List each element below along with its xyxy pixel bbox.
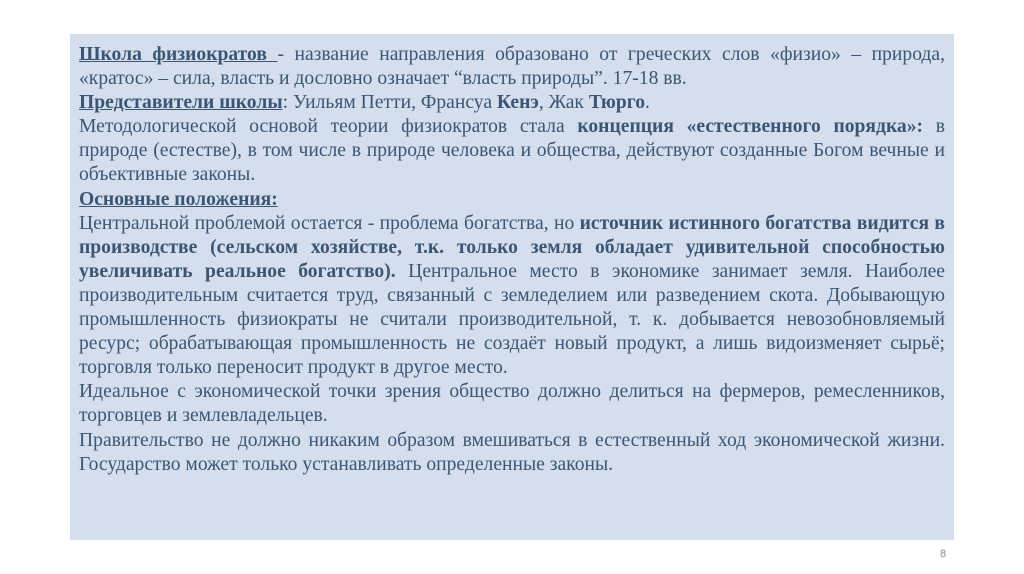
name-turgot: Тюрго: [588, 92, 645, 114]
methodology-text-a: Методологической основой теории физиократов стала: [79, 116, 578, 138]
intro-paragraph: [79, 43, 945, 91]
slide-text: [79, 43, 945, 477]
slide-content-box: [70, 34, 954, 540]
p1-text-b: Центральное место в экономике занимает земля. Наиболее производительным считается труд, связанный с земледелием или разведением скота. Добывающую промышленность физиократы не считали производительной, т. к. добывается невозобновляемый ресурс; обрабатывающая промышленность не создаёт новый продукт, а лишь видоизменяет сырьё; торговля только переносит продукт в другое место.: [79, 260, 945, 379]
representatives-paragraph: [79, 91, 945, 115]
methodology-paragraph: [79, 115, 945, 187]
p1-bold: источник истинного богатства видится в производстве (сельском хозяйстве, т.к. только земля обладает удивительной способностью увеличивать реальное богатство).: [79, 212, 945, 282]
intro-text: - название направления образовано от греческих слов «физио» – природа, «кратос» – сила, власть и дословно означает “власть природы”. 17-18 вв.: [79, 44, 945, 90]
natural-order-concept: концепция «естественного порядка»:: [577, 116, 924, 138]
main-points-paragraph-2: Идеальное с экономической точки зрения общество должно делиться на фермеров, ремесленников, торговцев и землевладельцев.: [79, 381, 945, 427]
main-points-paragraph-3: Правительство не должно никаким образом вмешиваться в естественный ход экономической жизни. Государство может только устанавливать определенные законы.: [79, 429, 945, 475]
p1-text-a: Центральной проблемой остается - проблема богатства, но: [79, 212, 580, 234]
school-term: Школа физиократов: [79, 44, 278, 65]
slide-number: 8: [940, 548, 947, 560]
main-points-paragraph-1: [79, 212, 945, 381]
representatives-text-a: : Уильям Петти, Франсуа: [282, 92, 497, 114]
representatives-text-c: .: [645, 92, 650, 114]
representatives-text-b: , Жак: [538, 92, 589, 114]
representatives-label: Представители школы: [79, 92, 283, 114]
methodology-text-b: в природе (естестве), в том числе в природе человека и общества, действуют созданные Богом вечные и объективные законы.: [79, 116, 945, 186]
main-points-heading-paragraph: [79, 188, 945, 212]
name-kene: Кенэ: [496, 92, 539, 114]
main-points-heading: Основные положения:: [79, 188, 278, 210]
